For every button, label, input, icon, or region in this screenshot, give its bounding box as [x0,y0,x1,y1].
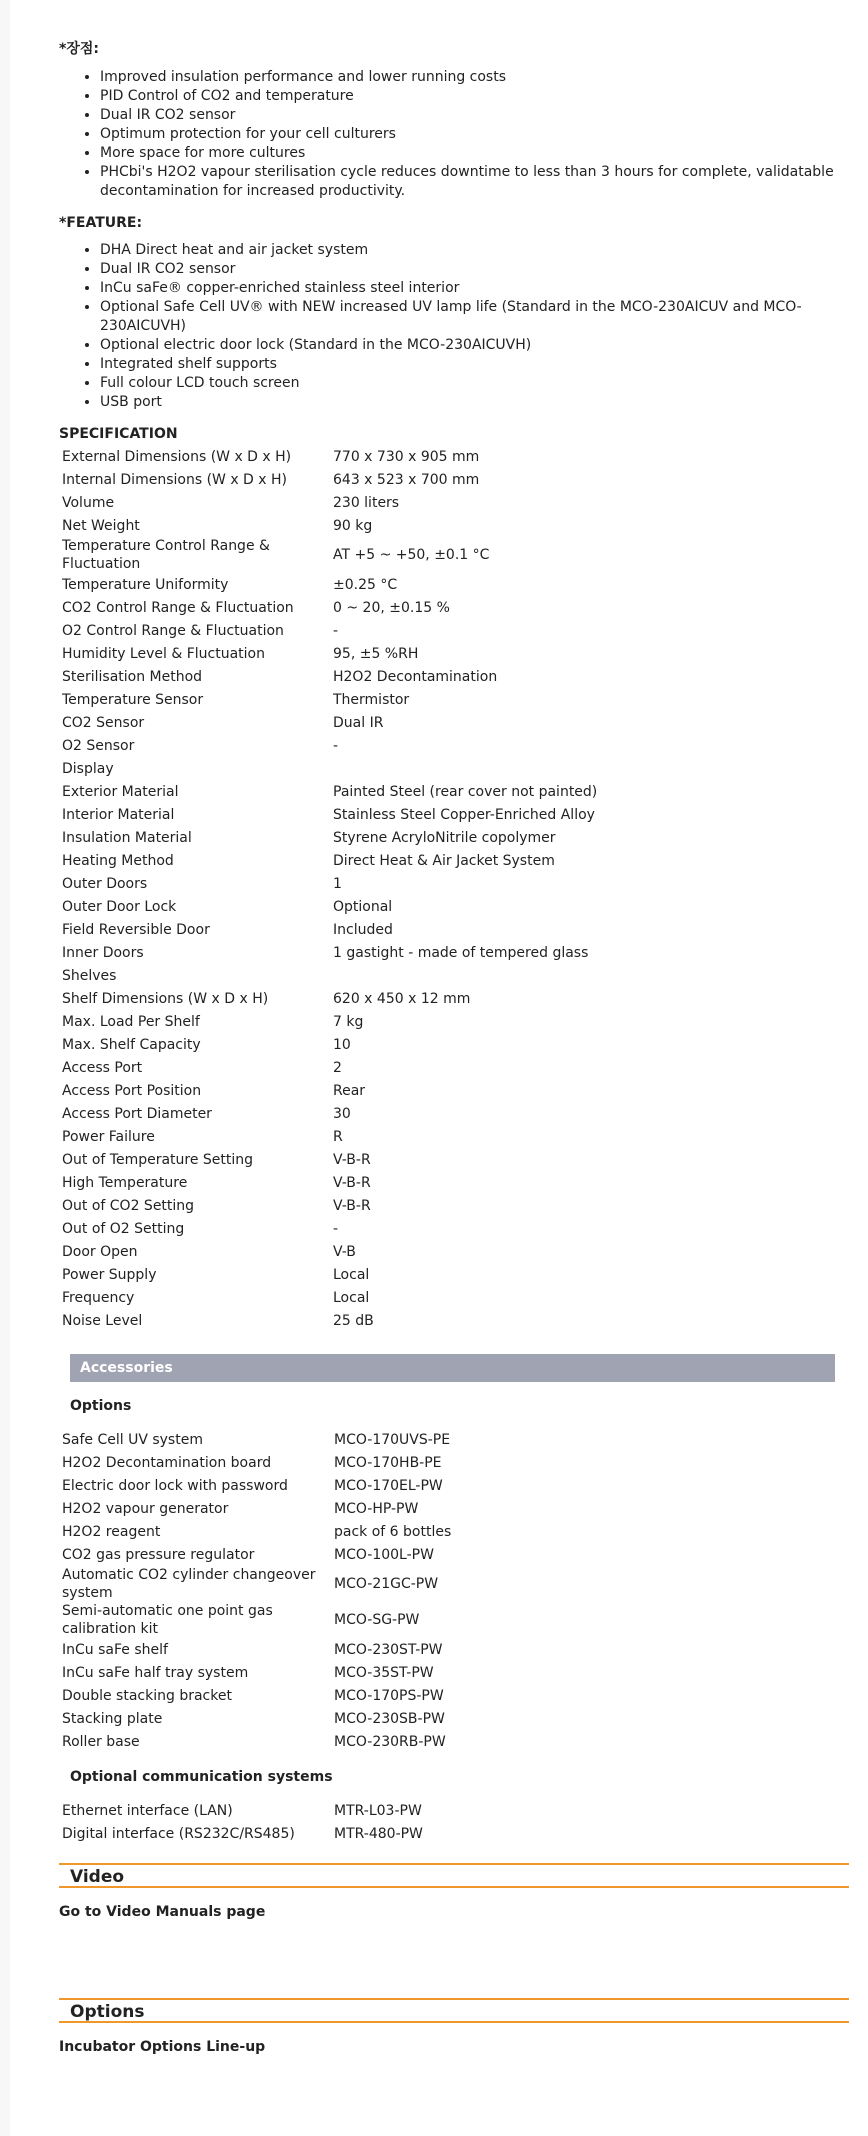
row-key: Electric door lock with password [62,1477,288,1494]
table-row [59,1799,637,1822]
list-item: • USB port [100,393,849,412]
row-key: Access Port [62,1059,143,1076]
row-value: V-B [333,1243,356,1260]
table-row [59,468,806,491]
row-key: Out of Temperature Setting [62,1151,254,1168]
row-value: - [333,737,339,754]
row-value: Styrene AcryloNitrile copolymer [333,829,556,846]
table-row [59,596,806,619]
table-row [59,757,806,780]
table-row [59,987,806,1010]
table-row [59,1520,637,1543]
row-value: MCO-100L-PW [334,1546,434,1563]
video-section-title: Video [59,1863,849,1888]
row-key: Net Weight [62,517,140,534]
list-item: • PID Control of CO2 and temperature [100,87,849,106]
table-row [59,1566,637,1602]
row-key: H2O2 Decontamination board [62,1454,272,1471]
list-item: • Improved insulation performance and lower running costs [100,68,849,87]
options-subheading: Options [70,1398,132,1414]
table-row [59,1497,637,1520]
row-value: 643 x 523 x 700 mm [333,471,480,488]
table-row [59,445,806,468]
row-value: 25 dB [333,1312,374,1329]
row-key: Volume [62,494,115,511]
advantages-list [59,68,849,201]
row-key: H2O2 vapour generator [62,1500,229,1517]
row-value: MCO-21GC-PW [334,1576,439,1592]
row-value: 7 kg [333,1013,364,1030]
advantages-heading: *장점: [59,41,99,57]
row-key: O2 Control Range & Fluctuation [62,622,284,639]
table-row [59,1474,637,1497]
row-key: H2O2 reagent [62,1523,161,1540]
comm-table [59,1799,637,1845]
row-value [330,757,806,780]
row-value: 770 x 730 x 905 mm [333,448,480,465]
list-item: • Optimum protection for your cell culturers [100,125,849,144]
table-row [59,642,806,665]
row-value: - [333,1220,339,1237]
row-value: Optional [333,898,393,915]
row-value: MCO-170HB-PE [334,1454,442,1471]
list-item: • Dual IR CO2 sensor [100,260,849,279]
row-value: MCO-HP-PW [334,1500,419,1517]
table-row [59,1822,637,1845]
row-key: Display [62,760,114,777]
row-key: Stacking plate [62,1710,163,1727]
table-row [59,1010,806,1033]
table-row [59,573,806,596]
row-key: Power Failure [62,1128,155,1145]
row-key: Access Port Diameter [62,1105,212,1122]
table-row [59,964,806,987]
row-value: 1 gastight - made of tempered glass [333,944,589,961]
table-row [59,1079,806,1102]
row-value: MCO-230ST-PW [334,1641,443,1658]
table-row [59,918,806,941]
row-key: Insulation Material [62,829,192,846]
row-key: CO2 gas pressure regulator [62,1546,255,1563]
row-key: Temperature Uniformity [62,576,229,593]
row-key: Out of O2 Setting [62,1220,185,1237]
table-row [59,1684,637,1707]
video-manuals-link[interactable]: Go to Video Manuals page [59,1904,266,1920]
row-key: Access Port Position [62,1082,202,1099]
table-row [59,1033,806,1056]
row-value: R [333,1128,343,1145]
table-row [59,1148,806,1171]
features-heading: *FEATURE: [59,215,143,231]
row-key: Out of CO2 Setting [62,1197,195,1214]
row-value: MCO-170PS-PW [334,1687,444,1704]
row-value: MCO-170UVS-PE [334,1431,451,1448]
row-value: V-B-R [333,1174,371,1191]
row-value: MCO-35ST-PW [334,1664,434,1681]
row-key: Outer Doors [62,875,148,892]
features-list [59,241,849,412]
comm-subheading: Optional communication systems [70,1769,333,1785]
row-key: Exterior Material [62,783,179,800]
table-row [59,803,806,826]
table-row [59,941,806,964]
list-item: • InCu saFe® copper-enriched stainless steel interior [100,279,849,298]
table-row [59,1309,806,1332]
list-item: • PHCbi's H2O2 vapour sterilisation cycle reduces downtime to less than 3 hours for complete, validatable decontamination for increased productivity. [100,163,849,201]
table-row [59,895,806,918]
row-value: Painted Steel (rear cover not painted) [333,783,598,800]
row-key: Door Open [62,1243,138,1260]
row-key: Humidity Level & Fluctuation [62,645,265,662]
row-value: Included [333,921,393,938]
row-key: Internal Dimensions (W x D x H) [62,471,288,488]
row-key: Noise Level [62,1312,143,1329]
table-row [59,1056,806,1079]
table-row [59,1240,806,1263]
options-lineup-link[interactable]: Incubator Options Line-up [59,2039,266,2055]
row-key: Temperature Sensor [62,691,204,708]
list-item: • Integrated shelf supports [100,355,849,374]
row-value: V-B-R [333,1151,371,1168]
table-row [59,1125,806,1148]
row-key: Semi-automatic one point gas calibration kit [62,1603,273,1637]
accessories-bar: Accessories [70,1354,835,1382]
table-row [59,537,806,573]
row-key: Ethernet interface (LAN) [62,1802,233,1819]
page [10,0,868,2136]
row-key: External Dimensions (W x D x H) [62,448,292,465]
table-row [59,1661,637,1684]
row-value: 1 [333,875,342,892]
row-value: H2O2 Decontamination [333,668,498,685]
list-item: • Dual IR CO2 sensor [100,106,849,125]
table-row [59,1217,806,1240]
row-key: Max. Load Per Shelf [62,1013,200,1030]
row-value: MCO-170EL-PW [334,1477,443,1494]
table-row [59,1451,637,1474]
specification-heading: SPECIFICATION [59,426,178,442]
row-value: 2 [333,1059,342,1076]
row-value: MTR-L03-PW [334,1802,422,1819]
row-value: Local [333,1266,370,1283]
row-key: Max. Shelf Capacity [62,1036,201,1053]
row-value: Rear [333,1082,366,1099]
options-table [59,1428,637,1753]
table-row [59,1428,637,1451]
row-value: 90 kg [333,517,373,534]
row-value: MCO-230SB-PW [334,1710,445,1727]
row-value: 230 liters [333,494,400,511]
row-value: Thermistor [333,691,410,708]
table-row [59,1638,637,1661]
list-item: • Optional electric door lock (Standard in the MCO-230AICUVH) [100,336,849,355]
row-value: pack of 6 bottles [334,1523,452,1540]
row-key: Interior Material [62,806,175,823]
row-key: Power Supply [62,1266,157,1283]
list-item: • Optional Safe Cell UV® with NEW increased UV lamp life (Standard in the MCO-230AICUV and MCO-230AICUVH) [100,298,849,336]
row-key: Temperature Control Range & Fluctuation [62,538,270,572]
table-row [59,1286,806,1309]
row-key: Automatic CO2 cylinder changeover system [62,1567,316,1601]
row-value: - [333,622,339,639]
row-value: 95, ±5 %RH [333,645,419,662]
table-row [59,826,806,849]
table-row [59,734,806,757]
table-row [59,1102,806,1125]
row-value [330,964,806,987]
table-row [59,780,806,803]
table-row [59,872,806,895]
row-value: MTR-480-PW [334,1825,423,1842]
table-row [59,1730,637,1753]
row-value: Stainless Steel Copper-Enriched Alloy [333,806,595,823]
row-key: Shelves [62,967,117,984]
row-key: Frequency [62,1289,135,1306]
row-value: 0 ~ 20, ±0.15 % [333,599,450,616]
row-key: Digital interface (RS232C/RS485) [62,1825,295,1842]
row-key: InCu saFe shelf [62,1641,168,1658]
row-key: Double stacking bracket [62,1687,232,1704]
row-key: InCu saFe half tray system [62,1664,249,1681]
table-row [59,665,806,688]
row-key: Outer Door Lock [62,898,177,915]
row-key: Roller base [62,1733,140,1750]
row-value: V-B-R [333,1197,371,1214]
row-key: O2 Sensor [62,737,135,754]
table-row [59,1194,806,1217]
row-key: High Temperature [62,1174,188,1191]
row-value: Dual IR [333,714,384,731]
options-section-title: Options [59,1998,849,2023]
table-row [59,1171,806,1194]
list-item: • More space for more cultures [100,144,849,163]
table-row [59,849,806,872]
row-key: Inner Doors [62,944,144,961]
row-key: CO2 Sensor [62,714,145,731]
table-row [59,1543,637,1566]
row-value: MCO-230RB-PW [334,1733,446,1750]
table-row [59,619,806,642]
row-value: MCO-SG-PW [334,1612,420,1628]
table-row [59,1707,637,1730]
row-key: Sterilisation Method [62,668,203,685]
table-row [59,688,806,711]
row-key: CO2 Control Range & Fluctuation [62,599,294,616]
row-value: ±0.25 °C [333,576,398,593]
table-row [59,1263,806,1286]
row-key: Heating Method [62,852,174,869]
row-value: AT +5 ~ +50, ±0.1 °C [333,547,490,563]
row-value: 10 [333,1036,351,1053]
row-value: 620 x 450 x 12 mm [333,990,471,1007]
row-value: Local [333,1289,370,1306]
table-row [59,514,806,537]
row-key: Field Reversible Door [62,921,210,938]
table-row [59,1602,637,1638]
list-item: • DHA Direct heat and air jacket system [100,241,849,260]
row-value: Direct Heat & Air Jacket System [333,852,555,869]
specification-table [59,445,806,1332]
list-item: • Full colour LCD touch screen [100,374,849,393]
row-key: Shelf Dimensions (W x D x H) [62,990,269,1007]
row-value: 30 [333,1105,351,1122]
row-key: Safe Cell UV system [62,1431,203,1448]
content [59,38,849,2055]
table-row [59,711,806,734]
table-row [59,491,806,514]
